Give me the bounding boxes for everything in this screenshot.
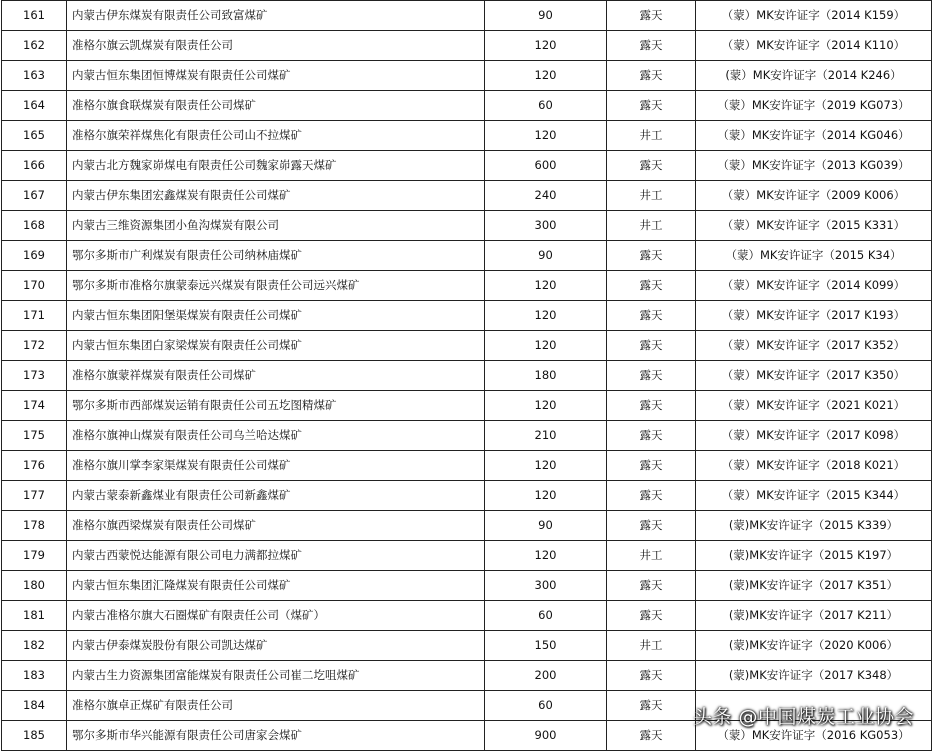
capacity-cell: 180 [485,361,607,391]
mine-name-cell: 内蒙古蒙泰新鑫煤业有限责任公司新鑫煤矿 [67,481,485,511]
row-number-cell: 166 [2,151,67,181]
license-cell: （蒙）MK安许证字（2015 K344） [696,481,932,511]
row-number-cell: 172 [2,331,67,361]
license-cell: （蒙）MK安许证字（2014 KG046） [696,121,932,151]
mining-type-cell: 露天 [607,331,696,361]
capacity-cell: 120 [485,331,607,361]
row-number-cell: 179 [2,541,67,571]
table-row [2,211,932,241]
table-row [2,391,932,421]
mining-type-cell: 露天 [607,571,696,601]
capacity-cell: 120 [485,301,607,331]
license-cell: (蒙)MK安许证字（2015 K339） [696,511,932,541]
mine-name-cell: 准格尔旗蒙祥煤炭有限责任公司煤矿 [67,361,485,391]
row-number-cell: 168 [2,211,67,241]
mining-type-cell: 露天 [607,361,696,391]
mining-type-cell: 露天 [607,691,696,721]
license-cell: （蒙）MK安许证字（2019 KG073） [696,91,932,121]
table-row [2,61,932,91]
table-row [2,31,932,61]
mine-name-cell: 准格尔旗川掌李家渠煤炭有限责任公司煤矿 [67,451,485,481]
mine-name-cell: 准格尔旗西梁煤炭有限责任公司煤矿 [67,511,485,541]
row-number-cell: 177 [2,481,67,511]
license-cell: (蒙)MK安许证字（2017 K211） [696,601,932,631]
mine-name-cell: 鄂尔多斯市广利煤炭有限责任公司纳林庙煤矿 [67,241,485,271]
row-number-cell: 178 [2,511,67,541]
table-row [2,421,932,451]
row-number-cell: 180 [2,571,67,601]
table-row [2,271,932,301]
mine-name-cell: 内蒙古生力资源集团富能煤炭有限责任公司崔二圪咀煤矿 [67,661,485,691]
capacity-cell: 120 [485,481,607,511]
mining-type-cell: 露天 [607,241,696,271]
mining-type-cell: 露天 [607,721,696,751]
mining-type-cell: 露天 [607,391,696,421]
mine-name-cell: 鄂尔多斯市西部煤炭运销有限责任公司五圪图精煤矿 [67,391,485,421]
mining-type-cell: 井工 [607,211,696,241]
license-cell: （蒙）MK安许证字（2016 KG053） [696,721,932,751]
mine-name-cell: 内蒙古恒东集团恒博煤炭有限责任公司煤矿 [67,61,485,91]
capacity-cell: 600 [485,151,607,181]
mine-name-cell: 准格尔旗神山煤炭有限责任公司乌兰哈达煤矿 [67,421,485,451]
license-cell: （蒙）MK安许证字（2015 K34） [696,241,932,271]
capacity-cell: 90 [485,241,607,271]
capacity-cell: 200 [485,661,607,691]
license-cell: （蒙）MK安许证字（2017 K193） [696,301,932,331]
row-number-cell: 176 [2,451,67,481]
capacity-cell: 120 [485,451,607,481]
mine-name-cell: 鄂尔多斯市华兴能源有限责任公司唐家会煤矿 [67,721,485,751]
license-cell: （蒙）MK安许证字（2021 K021） [696,391,932,421]
table-row [2,331,932,361]
mining-type-cell: 露天 [607,91,696,121]
license-cell: （蒙）MK安许证字（2013 KG039） [696,151,932,181]
mining-type-cell: 露天 [607,601,696,631]
capacity-cell: 60 [485,91,607,121]
row-number-cell: 184 [2,691,67,721]
mine-name-cell: 内蒙古恒东集团白家梁煤炭有限责任公司煤矿 [67,331,485,361]
table-row [2,241,932,271]
mine-name-cell: 准格尔旗食联煤炭有限责任公司煤矿 [67,91,485,121]
row-number-cell: 164 [2,91,67,121]
capacity-cell: 120 [485,271,607,301]
capacity-cell: 120 [485,121,607,151]
license-cell: （蒙）MK安许证字（2014 K110） [696,31,932,61]
mine-name-cell: 准格尔旗云凯煤炭有限责任公司 [67,31,485,61]
license-cell: (蒙)MK安许证字（2015 K197） [696,541,932,571]
mine-name-cell: 内蒙古准格尔旗大石圈煤矿有限责任公司（煤矿） [67,601,485,631]
license-cell: （蒙）MK安许证字（2015 K331） [696,211,932,241]
mine-name-cell: 内蒙古伊东煤炭有限责任公司致富煤矿 [67,1,485,31]
row-number-cell: 161 [2,1,67,31]
mining-type-cell: 露天 [607,61,696,91]
mining-type-cell: 井工 [607,121,696,151]
mining-type-cell: 露天 [607,451,696,481]
capacity-cell: 900 [485,721,607,751]
mining-type-cell: 露天 [607,1,696,31]
capacity-cell: 90 [485,511,607,541]
mining-type-cell: 露天 [607,271,696,301]
capacity-cell: 300 [485,571,607,601]
table-row [2,91,932,121]
row-number-cell: 182 [2,631,67,661]
license-cell: （蒙）MK安许证字（2018 K021） [696,451,932,481]
license-cell: （蒙）MK安许证字（2017 K352） [696,331,932,361]
table-body [2,1,932,751]
row-number-cell: 174 [2,391,67,421]
mine-name-cell: 内蒙古北方魏家峁煤电有限责任公司魏家峁露天煤矿 [67,151,485,181]
mine-name-cell: 鄂尔多斯市准格尔旗蒙泰远兴煤炭有限责任公司远兴煤矿 [67,271,485,301]
capacity-cell: 120 [485,31,607,61]
table-row [2,121,932,151]
mine-name-cell: 准格尔旗卓正煤矿有限责任公司 [67,691,485,721]
row-number-cell: 173 [2,361,67,391]
row-number-cell: 185 [2,721,67,751]
row-number-cell: 163 [2,61,67,91]
mine-name-cell: 内蒙古伊东集团宏鑫煤炭有限责任公司煤矿 [67,181,485,211]
table-row [2,631,932,661]
capacity-cell: 210 [485,421,607,451]
table-row [2,571,932,601]
license-cell: (蒙）MK安许证字（2014 K246） [696,61,932,91]
capacity-cell: 60 [485,691,607,721]
license-cell: （蒙）MK安许证字（2014 K099） [696,271,932,301]
mining-type-cell: 露天 [607,511,696,541]
license-cell: (蒙)MK安许证字（2020 K006） [696,631,932,661]
table-row [2,361,932,391]
table-row [2,511,932,541]
row-number-cell: 183 [2,661,67,691]
watermark: 头条 @中国煤炭工业协会 [692,706,914,728]
mining-type-cell: 露天 [607,151,696,181]
row-number-cell: 165 [2,121,67,151]
row-number-cell: 175 [2,421,67,451]
mining-type-cell: 露天 [607,31,696,61]
capacity-cell: 120 [485,541,607,571]
row-number-cell: 169 [2,241,67,271]
mining-type-cell: 露天 [607,301,696,331]
capacity-cell: 240 [485,181,607,211]
mining-type-cell: 井工 [607,541,696,571]
table-row [2,181,932,211]
table-row [2,451,932,481]
mine-name-cell: 内蒙古伊泰煤炭股份有限公司凯达煤矿 [67,631,485,661]
table-row [2,661,932,691]
license-cell: （蒙）MK安许证字（2017 K098） [696,421,932,451]
mining-type-cell: 露天 [607,661,696,691]
mine-name-cell: 内蒙古三维资源集团小鱼沟煤炭有限公司 [67,211,485,241]
mine-name-cell: 内蒙古恒东集团阳堡渠煤炭有限责任公司煤矿 [67,301,485,331]
table-row [2,301,932,331]
table-row [2,541,932,571]
mine-name-cell: 内蒙古恒东集团汇隆煤炭有限责任公司煤矿 [67,571,485,601]
license-cell: （蒙）MK安许证字（2009 K006） [696,181,932,211]
mine-name-cell: 准格尔旗荣祥煤焦化有限责任公司山不拉煤矿 [67,121,485,151]
capacity-cell: 150 [485,631,607,661]
license-cell: （蒙）MK安许证字（2014 K159） [696,1,932,31]
capacity-cell: 90 [485,1,607,31]
table-row [2,1,932,31]
capacity-cell: 300 [485,211,607,241]
capacity-cell: 120 [485,391,607,421]
row-number-cell: 162 [2,31,67,61]
license-cell: （蒙）MK安许证字（2017 K350） [696,361,932,391]
row-number-cell: 170 [2,271,67,301]
mining-type-cell: 井工 [607,181,696,211]
capacity-cell: 60 [485,601,607,631]
row-number-cell: 171 [2,301,67,331]
mining-type-cell: 井工 [607,631,696,661]
license-cell: (蒙)MK安许证字（2017 K348） [696,661,932,691]
capacity-cell: 120 [485,61,607,91]
table-row [2,481,932,511]
mine-name-cell: 内蒙古西蒙悦达能源有限公司电力满都拉煤矿 [67,541,485,571]
table-row [2,151,932,181]
row-number-cell: 181 [2,601,67,631]
coal-mine-table [1,0,932,751]
mining-type-cell: 露天 [607,481,696,511]
row-number-cell: 167 [2,181,67,211]
mining-type-cell: 露天 [607,421,696,451]
table-row [2,601,932,631]
license-cell: (蒙)MK安许证字（2017 K351） [696,571,932,601]
